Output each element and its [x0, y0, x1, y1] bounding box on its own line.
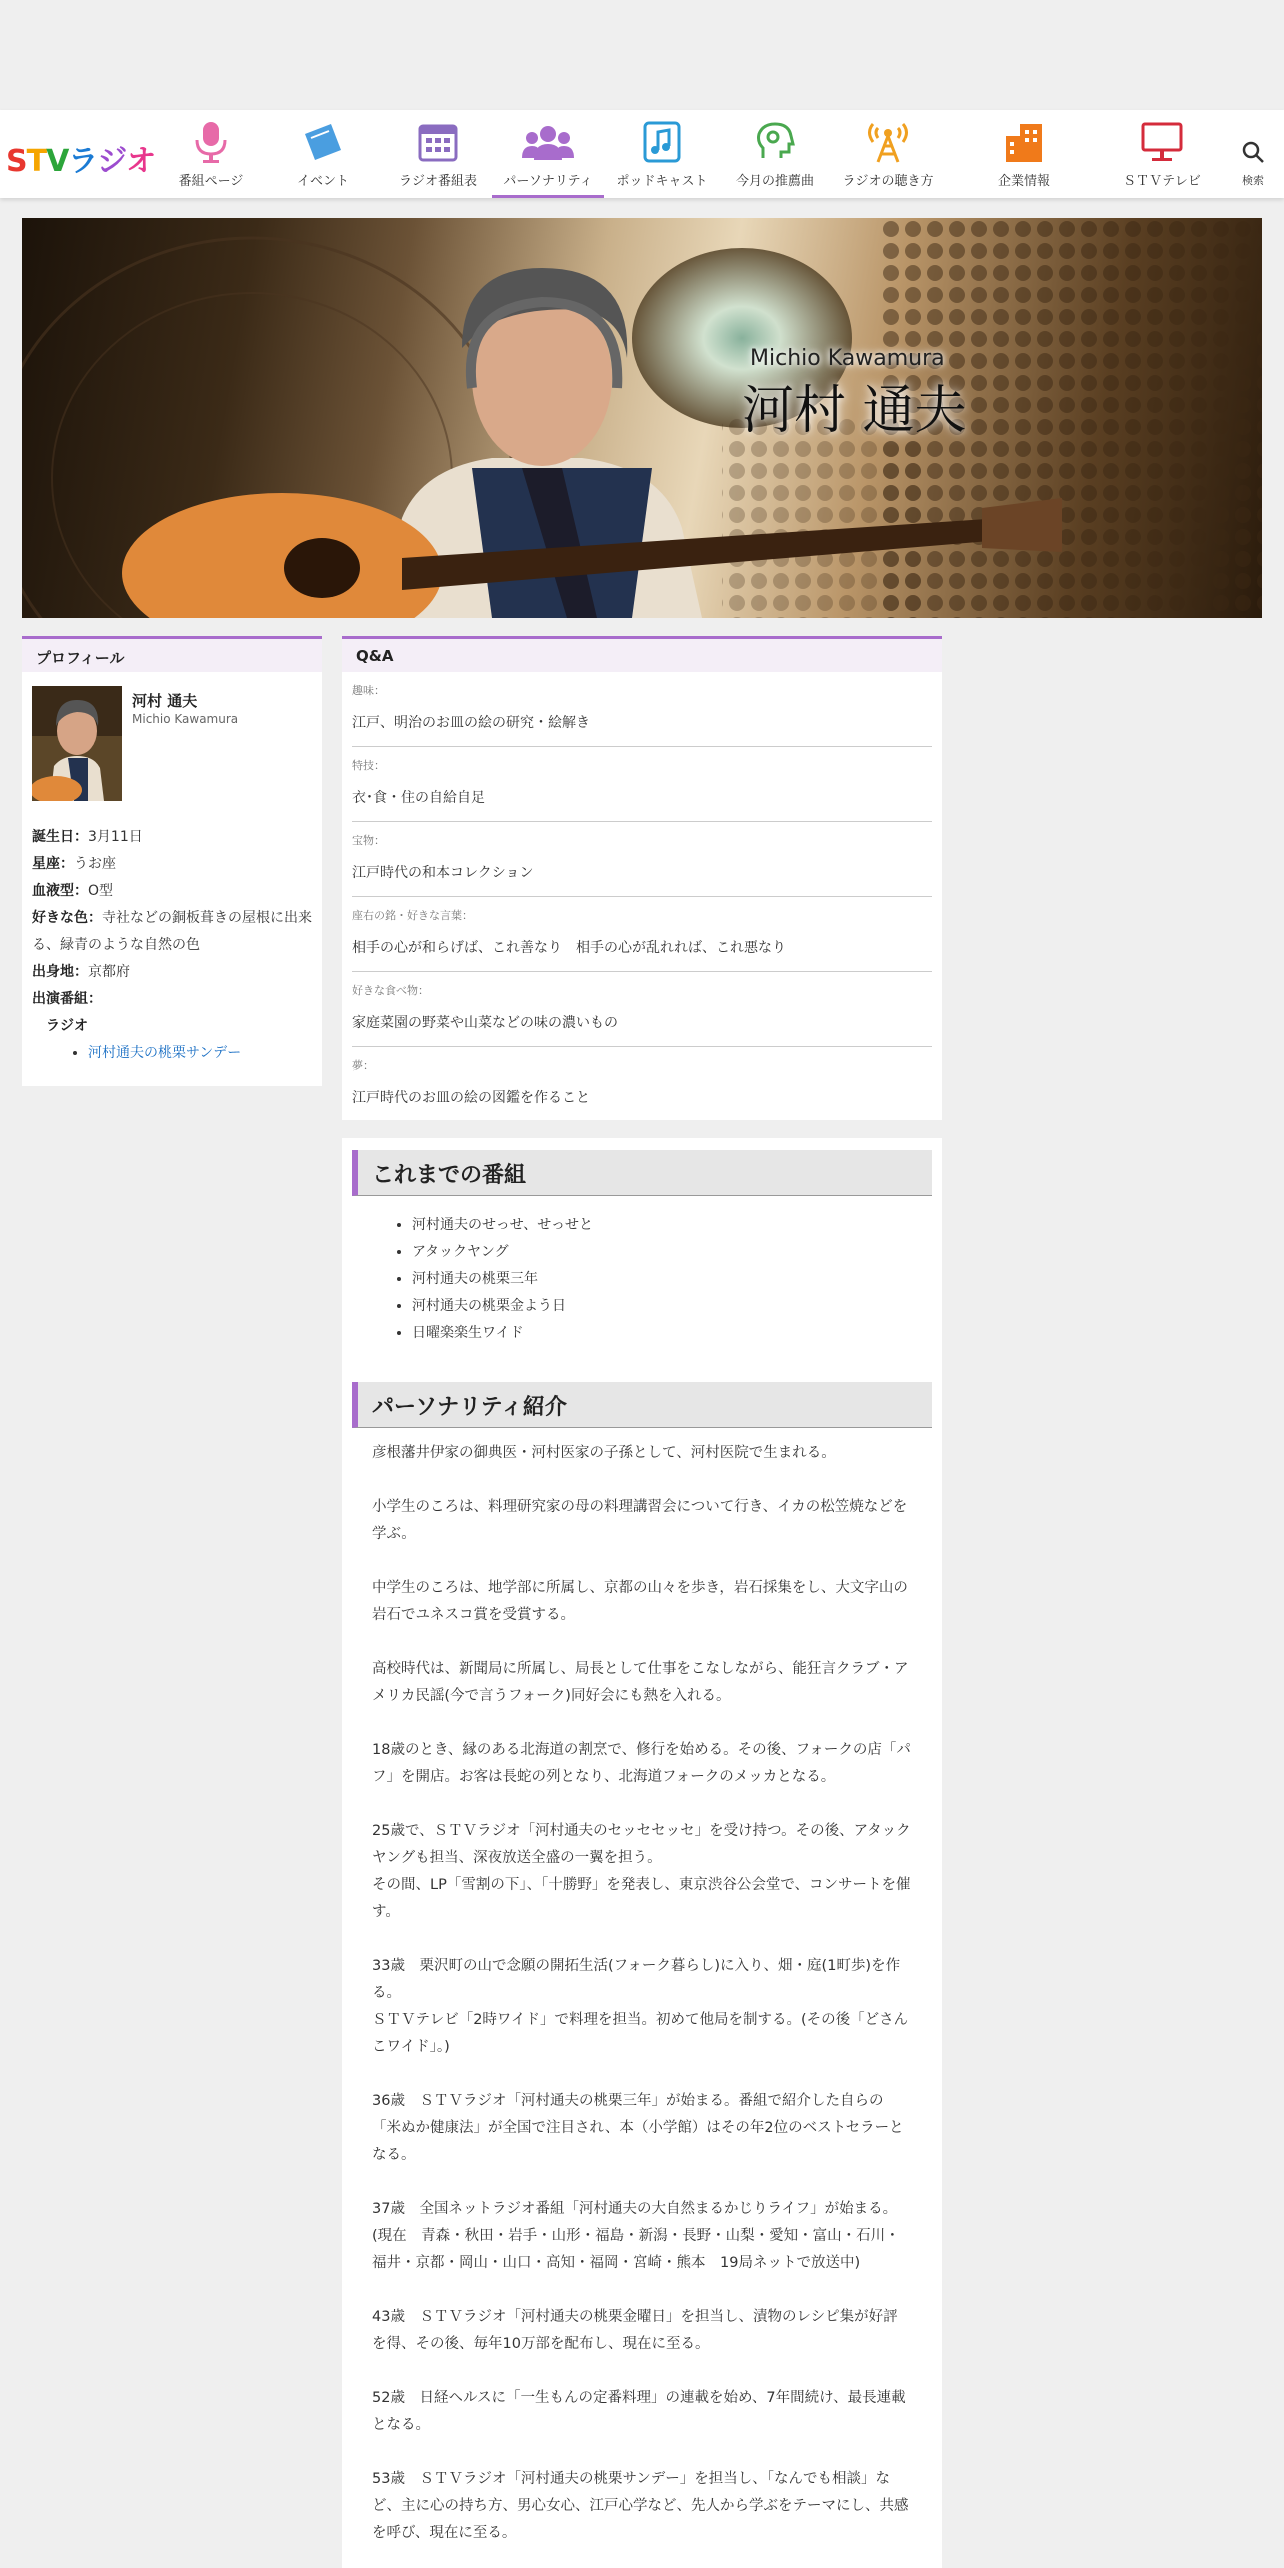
- nav-label: 今月の推薦曲: [735, 174, 814, 189]
- nav-label: ラジオ番組表: [398, 174, 477, 189]
- nav-label: ラジオの聴き方: [842, 174, 934, 189]
- profile-name-english: Michio Kawamura: [132, 712, 239, 726]
- profile-blood-type: 血液型：O型: [32, 883, 114, 899]
- intro-paragraph: 52歳 日経ヘルスに「一生もんの定番料理」の連載を始め、7年間続け、最長連載となる。: [372, 2390, 906, 2433]
- search-button[interactable]: [1236, 140, 1270, 192]
- nav-label: パーソナリティ: [503, 174, 593, 189]
- profile-header: プロフィール: [22, 636, 322, 672]
- qa-question: 好きな食べ物：: [352, 984, 429, 997]
- intro-paragraph: 彦根藩井伊家の御典医・河村医家の子孫として、河村医院で生まれる。: [372, 1445, 836, 1461]
- music-note-icon: [642, 120, 682, 164]
- main-content: [342, 1138, 942, 2568]
- profile-panel: [22, 636, 322, 1086]
- head-listening-icon: [753, 120, 797, 164]
- list-item: • 河村通夫の桃栗三年: [412, 1266, 593, 1293]
- qa-answer: 衣･食・住の自給自足: [352, 790, 485, 806]
- profile-favorite-color: 好きな色：寺社などの銅板葺きの屋根に出来る、緑青のような自然の色: [32, 910, 312, 953]
- qa-item-motto: [352, 897, 932, 972]
- nav-label: イベント: [296, 174, 349, 189]
- nav-item-stv-tv[interactable]: [1114, 110, 1210, 198]
- nav-label: ＳＴＶテレビ: [1123, 174, 1201, 189]
- ticket-icon: [301, 120, 345, 164]
- avatar: [32, 686, 122, 801]
- list-item: • 河村通夫の桃栗金よう日: [412, 1293, 593, 1320]
- qa-question: 座右の銘・好きな言葉：: [352, 909, 473, 922]
- qa-answer: 江戸時代のお皿の絵の図鑑を作ること: [352, 1090, 590, 1106]
- profile-programs-label: 出演番組：: [32, 991, 102, 1007]
- people-group-icon: [522, 120, 574, 164]
- nav-item-personality[interactable]: [492, 110, 604, 198]
- profile-zodiac: 星座：うお座: [32, 856, 116, 872]
- stv-radio-logo[interactable]: STVラジオ: [6, 144, 156, 179]
- profile-name: 河村 通夫: [132, 692, 198, 710]
- nav-item-events[interactable]: [280, 110, 366, 198]
- qa-item-treasure: [352, 822, 932, 897]
- nav-item-how-to-listen[interactable]: [836, 110, 940, 198]
- list-item: • 河村通夫のせっせ、せっせと: [412, 1212, 593, 1239]
- intro-paragraph: 37歳 全国ネットラジオ番組「河村通夫の大自然まるかじりライフ」が始まる。 (現在 青森・秋田・岩手・山形・福島・新潟・長野・山梨・愛知・富山・石川・福井・京都・岡山・山口・高知・福岡・宮崎・熊本 19局ネットで放送中): [372, 2201, 900, 2271]
- nav-label: ポッドキャスト: [616, 174, 708, 189]
- qa-item-dream: [352, 1047, 932, 1122]
- nav-item-company[interactable]: [976, 110, 1072, 198]
- qa-question: 宝物：: [352, 834, 385, 847]
- list-item: • 日曜楽楽生ワイド: [412, 1320, 593, 1347]
- nav-item-radio-schedule[interactable]: [392, 110, 484, 198]
- calendar-icon: [416, 120, 460, 164]
- hero-photo: [22, 218, 1262, 618]
- hero-name-english: Michio Kawamura: [750, 346, 945, 371]
- qa-header: Q&A: [342, 636, 942, 672]
- top-nav: [0, 110, 1284, 198]
- past-programs-title: これまでの番組: [352, 1150, 932, 1196]
- program-link[interactable]: 河村通夫の桃栗サンデー: [88, 1045, 242, 1061]
- qa-item-hobby: [352, 672, 932, 747]
- qa-question: 趣味：: [352, 684, 385, 697]
- microphone-icon: [191, 120, 231, 164]
- qa-answer: 江戸、明治のお皿の絵の研究・絵解き: [352, 715, 590, 731]
- intro-paragraph: 高校時代は、新聞局に所属し、局長として仕事をこなしながら、能狂言クラブ・アメリカ民謡(今で言うフォーク)同好会にも熱を入れる。: [372, 1661, 909, 1704]
- intro-paragraph: 中学生のころは、地学部に所属し、京都の山々を歩き，岩石採集をし、大文字山の岩石でユネスコ賞を受賞する。: [372, 1580, 908, 1623]
- profile-hometown: 出身地：京都府: [32, 964, 130, 980]
- qa-answer: 相手の心が和らげば、これ善なり 相手の心が乱れれば、これ悪なり: [352, 940, 786, 956]
- search-icon: [1241, 140, 1265, 164]
- intro-paragraph: 53歳 ＳＴＶラジオ「河村通夫の桃栗サンデー」を担当し、「なんでも相談」など、主に心の持ち方、男心女心、江戸心学など、先人から学ぶをテーマにし、共感を呼び、現在に至る。: [372, 2471, 909, 2541]
- search-label: 検索: [1242, 174, 1264, 187]
- radio-tower-icon: [866, 120, 910, 164]
- personality-intro-body: [372, 1440, 912, 2568]
- personality-intro-title: パーソナリティ紹介: [352, 1382, 932, 1428]
- nav-item-programs[interactable]: [168, 110, 254, 198]
- profile-birthday: 誕生日：3月11日: [32, 829, 143, 845]
- qa-question: 特技：: [352, 759, 385, 772]
- building-icon: [1002, 120, 1046, 164]
- intro-paragraph: 43歳 ＳＴＶラジオ「河村通夫の桃栗金曜日」を担当し、漬物のレシピ集が好評を得、その後、毎年10万部を配布し、現在に至る。: [372, 2309, 898, 2352]
- intro-paragraph: 18歳のとき、縁のある北海道の割烹で、修行を始める。その後、フォークの店「パフ」を開店。お客は長蛇の列となり、北海道フォークのメッカとなる。: [372, 1742, 911, 1785]
- intro-paragraph: 25歳で、ＳＴＶラジオ「河村通夫のセッセセッセ」を受け持つ。その後、アタックヤングも担当、深夜放送全盛の一翼を担う。 その間、LP「雪割の下」、「十勝野」を発表し、東京渋谷公会堂で、コンサートを催す。: [372, 1823, 911, 1920]
- list-item: • アタックヤング: [412, 1239, 593, 1266]
- qa-answer: 家庭菜園の野菜や山菜などの味の濃いもの: [352, 1015, 618, 1031]
- profile-fields: [32, 824, 317, 1067]
- tv-monitor-icon: [1140, 120, 1184, 164]
- qa-item-favorite-food: [352, 972, 932, 1047]
- qa-panel: [342, 636, 942, 1120]
- past-programs-list: [412, 1212, 593, 1347]
- nav-label: 番組ページ: [178, 174, 244, 189]
- hero-name-japanese: 河村 通夫: [742, 381, 967, 441]
- intro-paragraph: 36歳 ＳＴＶラジオ「河村通夫の桃栗三年」が始まる。番組で紹介した自らの「米ぬか健康法」が全国で注目され、本（小学館）はその年2位のベストセラーとなる。: [372, 2093, 904, 2163]
- intro-paragraph: 小学生のころは、料理研究家の母の料理講習会について行き、イカの松笠焼などを学ぶ。: [372, 1499, 908, 1542]
- nav-item-recommended-song[interactable]: [724, 110, 826, 198]
- list-item: [88, 1040, 317, 1067]
- nav-label: 企業情報: [997, 174, 1050, 189]
- intro-paragraph: 33歳 栗沢町の山で念願の開拓生活(フォーク暮らし)に入り、畑・庭(1町歩)を作る。 ＳＴＶテレビ「2時ワイド」で料理を担当。初めて他局を制する。(その後「どさんこワイド」。): [372, 1958, 909, 2055]
- qa-item-skill: [352, 747, 932, 822]
- qa-question: 夢：: [352, 1059, 374, 1072]
- qa-answer: 江戸時代の和本コレクション: [352, 865, 534, 881]
- nav-item-podcast[interactable]: [612, 110, 712, 198]
- profile-media-label: ラジオ: [46, 1018, 88, 1034]
- profile-program-list: [32, 1040, 317, 1067]
- hero-banner: [22, 218, 1262, 618]
